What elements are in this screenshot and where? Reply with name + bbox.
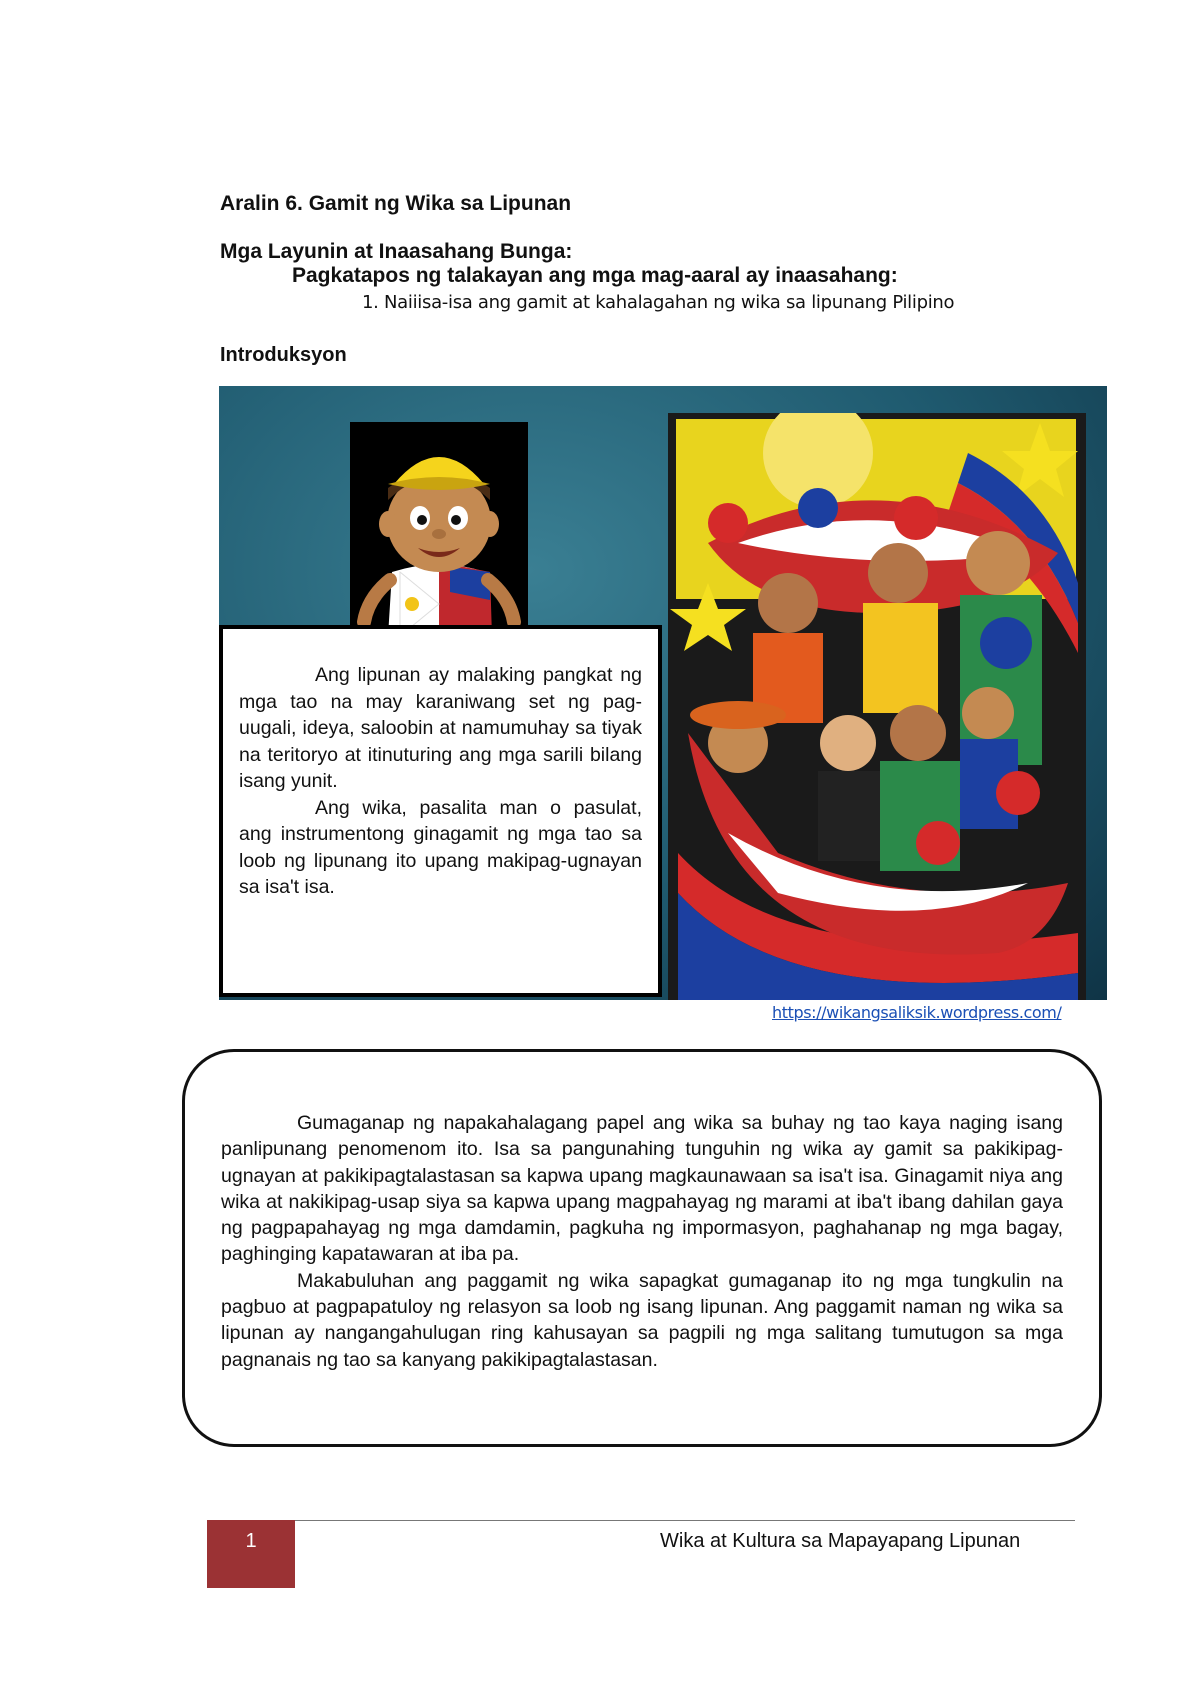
source-link[interactable]: https://wikangsaliksik.wordpress.com/ — [772, 1003, 1062, 1022]
cartoon-boy-illustration — [350, 422, 528, 644]
definition-box — [219, 625, 662, 997]
lesson-title: Aralin 6. Gamit ng Wika sa Lipunan — [220, 192, 572, 215]
objective-item: 1. Naiiisa-isa ang gamit at kahalagahan ng wika sa lipunang Pilipino — [362, 292, 955, 313]
page-number: 1 — [245, 1530, 257, 1552]
footer-title: Wika at Kultura sa Mapayapang Lipunan — [660, 1530, 1021, 1552]
language-poster-illustration — [668, 413, 1086, 1000]
info-box — [182, 1049, 1102, 1447]
objectives-intro: Pagkatapos ng talakayan ang mga mag-aaral ay inaasahang: — [292, 264, 898, 287]
definition-paragraph: Ang wika, pasalita man o pasulat, ang instrumentong ginagamit ng mga tao sa loob ng lipunang ito upang makipag-ugnayan sa isa't isa. — [239, 796, 642, 898]
info-paragraph: Gumaganap ng napakahalagang papel ang wika sa buhay ng tao kaya naging isang panlipunang penomenom ito. Isa sa pangunahing tunguhin ng wika ay gamit sa pakikipag-ugnayan at pakikipagtalastasan sa kapwa upang magkaunawaan sa isa't isa. Ginagamit niya ang wika at nakikipag-usap siya sa kapwa upang magpahayag ng marami at iba't ibang dahilan gaya ng pagpapahayag ng mga damdamin, pagkuha ng impormasyon, paghahanap ng mga bagay, paghinging kapatawaran at iba pa. — [221, 1112, 1063, 1266]
definition-paragraph: Ang lipunan ay malaking pangkat ng mga tao na may karaniwang set ng pag-uugali, ideya, saloobin at namumuhay sa tiyak na teritoryo at itinuturing ang mga sarili bilang isang yunit. — [239, 664, 642, 792]
footer-divider — [207, 1520, 1075, 1521]
objectives-heading: Mga Layunin at Inaasahang Bunga: — [220, 240, 573, 263]
introduction-heading: Introduksyon — [220, 344, 347, 366]
info-paragraph: Makabuluhan ang paggamit ng wika sapagkat gumaganap ito ng mga tungkulin na pagbuo at pagpapatuloy ng relasyon sa loob ng isang lipunan. Ang paggamit naman ng wika sa lipunan ay nangangahulugan ring kahusayan sa pagpili ng mga salitang tumutugon sa mga pagnanais ng tao sa kanyang pakikipagtalastasan. — [221, 1269, 1063, 1371]
